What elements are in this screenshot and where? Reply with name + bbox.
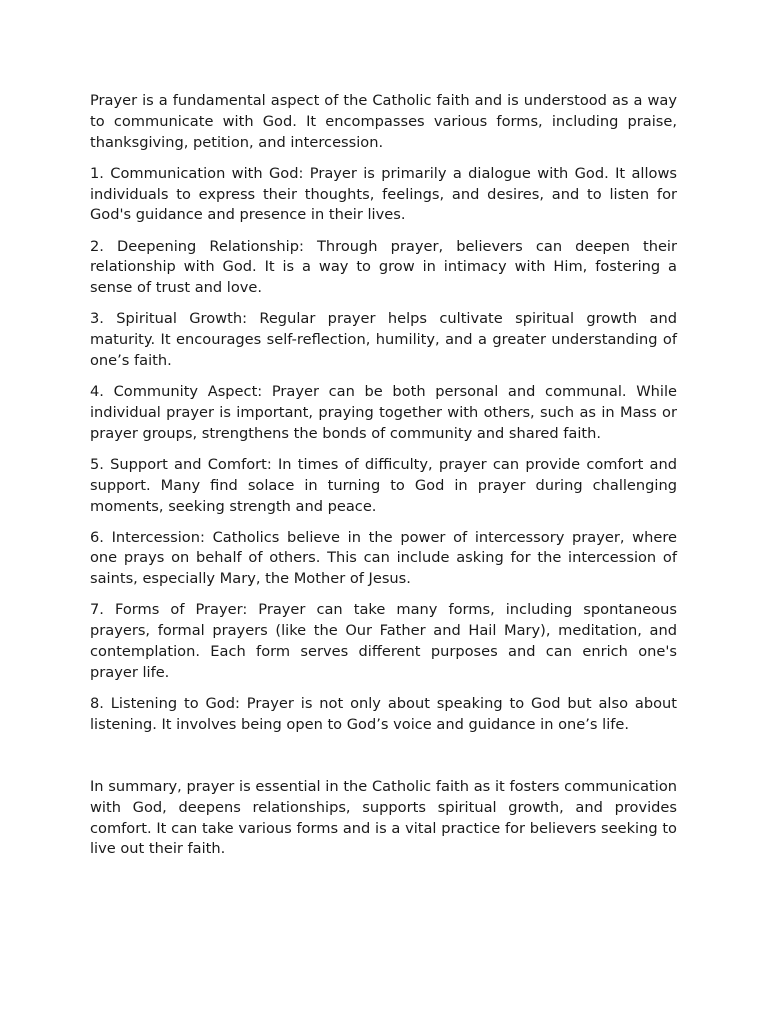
- point-community: 4. Community Aspect: Prayer can be both personal and communal. While individual prayer is important, praying together with others, such as in Mass or prayer groups, strengthens the bonds of community and shared faith.: [90, 383, 677, 442]
- point-listening: 8. Listening to God: Prayer is not only about speaking to God but also about listening. It involves being open to God’s voice and guidance in one’s life.: [90, 695, 677, 733]
- blank-line: [90, 746, 677, 777]
- summary-paragraph: In summary, prayer is essential in the Catholic faith as it fosters communication with God, deepens relationships, supports spiritual growth, and provides comfort. It can take various forms and is a vital practice for believers seeking to live out their faith.: [90, 778, 677, 858]
- point-spiritual-growth: 3. Spiritual Growth: Regular prayer helps cultivate spiritual growth and maturity. It encourages self-reflection, humility, and a greater understanding of one’s faith.: [90, 310, 677, 369]
- point-relationship: 2. Deepening Relationship: Through prayer, believers can deepen their relationship with God. It is a way to grow in intimacy with Him, fostering a sense of trust and love.: [90, 237, 677, 297]
- point-support: 5. Support and Comfort: In times of difficulty, prayer can provide comfort and support. Many find solace in turning to God in prayer during challenging moments, seeking strength and peace.: [90, 455, 677, 515]
- point-intercession: 6. Intercession: Catholics believe in the power of intercessory prayer, where one prays on behalf of others. This can include asking for the intercession of saints, especially Mary, the Mother of Jesus.: [90, 528, 677, 588]
- point-communication: 1. Communication with God: Prayer is primarily a dialogue with God. It allows individuals to express their thoughts, feelings, and desires, and to listen for God's guidance and presence in their lives.: [90, 164, 677, 224]
- point-forms: 7. Forms of Prayer: Prayer can take many forms, including spontaneous prayers, formal prayers (like the Our Father and Hail Mary), meditation, and contemplation. Each form serves different purposes and can enrich one's prayer life.: [90, 601, 677, 681]
- document-page: [90, 91, 677, 871]
- intro-paragraph: Prayer is a fundamental aspect of the Catholic faith and is understood as a way to communicate with God. It encompasses various forms, including praise, thanksgiving, petition, and intercession.: [90, 92, 677, 151]
